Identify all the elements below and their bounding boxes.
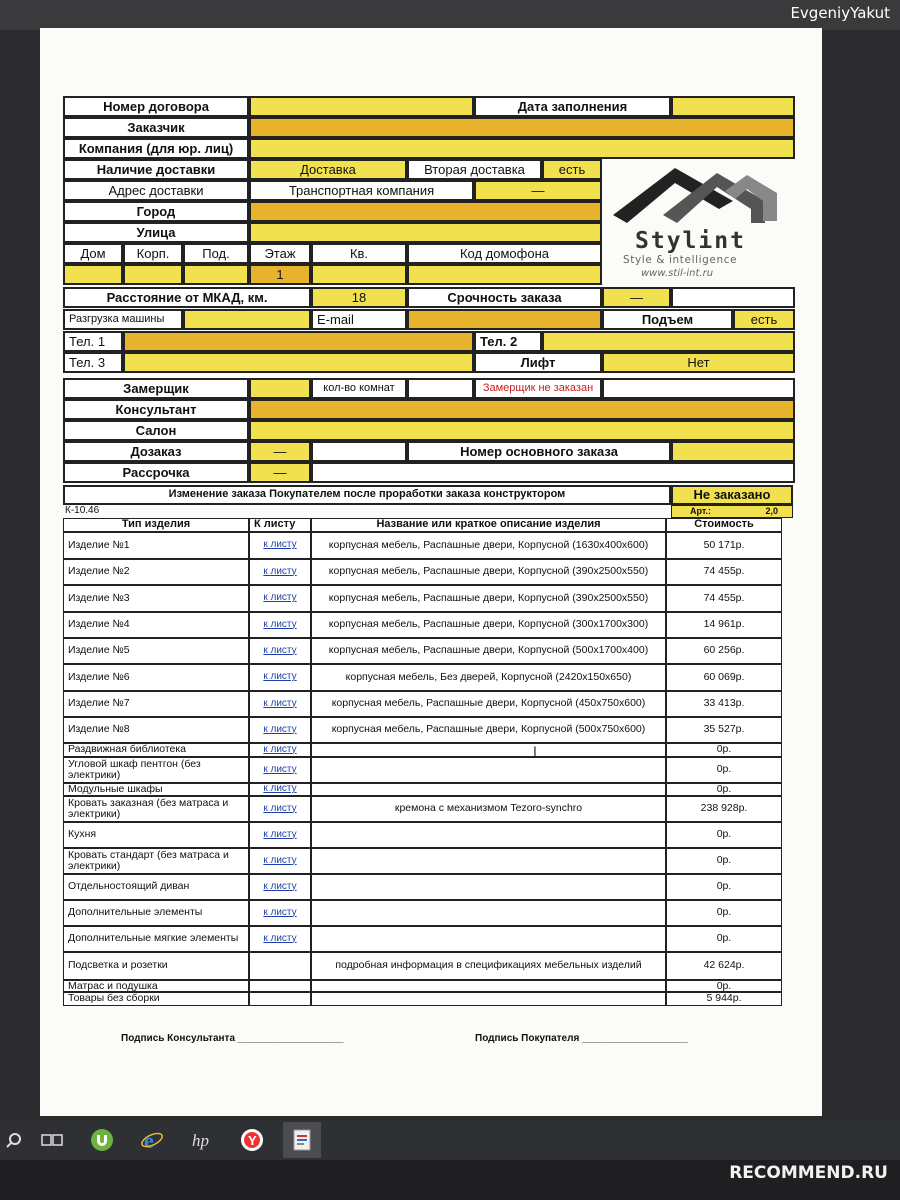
product-cost-cell: 0р.: [666, 926, 782, 952]
phone3-field[interactable]: [123, 352, 474, 373]
elevator-label: Лифт: [474, 352, 602, 373]
entrance-field[interactable]: [183, 264, 249, 285]
transport-company-label: Транспортная компания: [249, 180, 474, 201]
to-sheet-cell: [249, 980, 311, 992]
product-cost-cell: 5 944р.: [666, 992, 782, 1006]
phone1-field[interactable]: [123, 331, 474, 352]
product-description-cell: [311, 822, 666, 848]
product-type-cell: Дополнительные мягкие элементы: [63, 926, 249, 952]
fill-date-field[interactable]: [671, 96, 795, 117]
to-sheet-cell: [249, 822, 311, 848]
product-cost-cell: 0р.: [666, 822, 782, 848]
buyer-signature: Подпись Покупателя ___________________: [475, 1033, 688, 1044]
yandex-browser-icon[interactable]: [238, 1126, 266, 1154]
product-description-cell: [311, 874, 666, 900]
product-cost-cell: 0р.: [666, 980, 782, 992]
product-cost-cell: 238 928р.: [666, 796, 782, 822]
company-field[interactable]: [249, 138, 795, 159]
elevator-value[interactable]: Нет: [602, 352, 795, 373]
contract-number-field[interactable]: [249, 96, 474, 117]
phone3-label: Тел. 3: [63, 352, 123, 373]
product-description-cell: [311, 848, 666, 874]
contract-number-label: Номер договора: [63, 96, 249, 117]
product-cost-cell: 0р.: [666, 757, 782, 783]
change-order-label: Изменение заказа Покупателем после проработки заказа конструктором: [63, 485, 671, 505]
to-sheet-link[interactable]: к листу: [263, 618, 297, 630]
main-order-number-label: Номер основного заказа: [407, 441, 671, 462]
product-description-cell: корпусная мебель, Распашные двери, Корпусной (500x750x600): [311, 717, 666, 743]
to-sheet-cell: [249, 952, 311, 980]
email-field[interactable]: [407, 309, 602, 330]
product-type-cell: Дополнительные элементы: [63, 900, 249, 926]
product-type-cell: Модульные шкафы: [63, 783, 249, 796]
city-field[interactable]: [249, 201, 602, 222]
rooms-count-label: кол-во комнат: [311, 378, 407, 399]
watermark-username: EvgeniyYakut: [790, 4, 890, 22]
product-cost-cell: 35 527р.: [666, 717, 782, 743]
product-description-cell: корпусная мебель, Распашные двери, Корпусной (1630x400x600): [311, 532, 666, 559]
to-sheet-cell: [249, 585, 311, 612]
product-type-cell: Раздвижная библиотека: [63, 743, 249, 757]
task-view-icon[interactable]: [38, 1126, 66, 1154]
to-sheet-link[interactable]: к листу: [263, 723, 297, 735]
windows-taskbar: [0, 1120, 900, 1160]
extra-order-field[interactable]: —: [249, 441, 311, 462]
transport-company-value[interactable]: —: [474, 180, 602, 201]
customer-field[interactable]: [249, 117, 795, 138]
to-sheet-cell: [249, 532, 311, 559]
product-description-cell: [311, 980, 666, 992]
product-type-cell: Изделие №8: [63, 717, 249, 743]
product-cost-cell: 0р.: [666, 783, 782, 796]
product-description-cell: [311, 757, 666, 783]
measurer-extra-field[interactable]: [602, 378, 795, 399]
header-product-type: Тип изделия: [63, 518, 249, 532]
logo-name: Stylint: [635, 228, 746, 254]
to-sheet-cell: [249, 664, 311, 691]
product-cost-cell: 0р.: [666, 900, 782, 926]
to-sheet-cell: [249, 691, 311, 717]
product-description-cell: корпусная мебель, Распашные двери, Корпусной (300x1700x300): [311, 612, 666, 638]
art-value: 2,0: [765, 505, 778, 516]
salon-label: Салон: [63, 420, 249, 441]
monitor-top-bezel: [0, 0, 900, 30]
product-description-cell: корпусная мебель, Без дверей, Корпусной (2420x150x650): [311, 664, 666, 691]
to-sheet-cell: [249, 900, 311, 926]
product-type-cell: Изделие №2: [63, 559, 249, 585]
email-label: E-mail: [311, 309, 407, 330]
product-cost-cell: 50 171р.: [666, 532, 782, 559]
to-sheet-link[interactable]: к листу: [263, 932, 297, 944]
product-description-cell: корпусная мебель, Распашные двери, Корпусной (390x2500x550): [311, 559, 666, 585]
rooms-count-field[interactable]: [407, 378, 474, 399]
installment-label: Рассрочка: [63, 462, 249, 483]
product-type-cell: Угловой шкаф пентгон (без электрики): [63, 757, 249, 783]
to-sheet-cell: [249, 926, 311, 952]
product-description-cell: [311, 992, 666, 1006]
unloading-label: Разгрузка машины: [63, 309, 183, 330]
house-label: Дом: [63, 243, 123, 264]
product-type-cell: Изделие №3: [63, 585, 249, 612]
product-type-cell: Изделие №5: [63, 638, 249, 664]
product-description-cell: корпусная мебель, Распашные двери, Корпусной (500x1700x400): [311, 638, 666, 664]
product-cost-cell: 74 455р.: [666, 559, 782, 585]
distance-mkad-label: Расстояние от МКАД, км.: [63, 287, 311, 308]
to-sheet-cell: [249, 848, 311, 874]
product-description-cell: корпусная мебель, Распашные двери, Корпусной (450x750x600): [311, 691, 666, 717]
consultant-signature: Подпись Консультанта ___________________: [121, 1033, 344, 1044]
lifting-label: Подъем: [602, 309, 733, 330]
urgency-extra-field[interactable]: [671, 287, 795, 308]
to-sheet-link[interactable]: к листу: [263, 539, 297, 551]
header-to-sheet: К листу: [249, 518, 311, 532]
delivery-address-label: Адрес доставки: [63, 180, 249, 201]
to-sheet-cell: [249, 638, 311, 664]
to-sheet-link[interactable]: к листу: [263, 854, 297, 866]
product-cost-cell: 33 413р.: [666, 691, 782, 717]
hp-icon[interactable]: [188, 1126, 216, 1154]
to-sheet-link[interactable]: к листу: [263, 906, 297, 918]
product-cost-cell: 74 455р.: [666, 585, 782, 612]
to-sheet-link[interactable]: к листу: [263, 697, 297, 709]
to-sheet-cell: [249, 874, 311, 900]
product-cost-cell: 42 624р.: [666, 952, 782, 980]
delivery-availability-label: Наличие доставки: [63, 159, 249, 180]
search-icon[interactable]: [0, 1126, 28, 1154]
order-form-sheet: [40, 28, 822, 1116]
measurer-field[interactable]: [249, 378, 311, 399]
product-description-cell: кремона с механизмом Tezoro-synchro: [311, 796, 666, 822]
intercom-code-label: Код домофона: [407, 243, 602, 264]
product-cost-cell: 0р.: [666, 874, 782, 900]
salon-field[interactable]: [249, 420, 795, 441]
product-type-cell: Изделие №4: [63, 612, 249, 638]
main-order-number-field[interactable]: [671, 441, 795, 462]
floor-label: Этаж: [249, 243, 311, 264]
product-type-cell: Изделие №1: [63, 532, 249, 559]
building-field[interactable]: [123, 264, 183, 285]
logo-tagline: Style & intelligence: [623, 254, 738, 266]
product-description-cell: [311, 926, 666, 952]
to-sheet-cell: [249, 783, 311, 796]
product-type-cell: Изделие №7: [63, 691, 249, 717]
customer-label: Заказчик: [63, 117, 249, 138]
text-cursor-icon: I: [533, 743, 537, 759]
to-sheet-cell: [249, 796, 311, 822]
product-type-cell: Товары без сборки: [63, 992, 249, 1006]
svg-text:e: e: [144, 1128, 154, 1152]
product-cost-cell: 0р.: [666, 848, 782, 874]
to-sheet-link[interactable]: к листу: [263, 644, 297, 656]
to-sheet-link[interactable]: к листу: [263, 565, 297, 577]
art-field: [671, 505, 793, 518]
measurer-status: Замерщик не заказан: [474, 378, 602, 399]
lifting-value[interactable]: есть: [733, 309, 795, 330]
second-delivery-value[interactable]: есть: [542, 159, 602, 180]
apartment-field[interactable]: [311, 264, 407, 285]
phone2-label: Тел. 2: [474, 331, 542, 352]
building-label: Корп.: [123, 243, 183, 264]
to-sheet-cell: [249, 717, 311, 743]
to-sheet-link[interactable]: к листу: [263, 743, 297, 755]
logo-url: www.stil-int.ru: [641, 268, 714, 279]
consultant-field[interactable]: [249, 399, 795, 420]
second-delivery-label: Вторая доставка: [407, 159, 542, 180]
product-description-cell: подробная информация в спецификациях мебельных изделий: [311, 952, 666, 980]
city-label: Город: [63, 201, 249, 222]
urgency-field[interactable]: —: [602, 287, 671, 308]
product-type-cell: Кровать заказная (без матраса и электрики): [63, 796, 249, 822]
to-sheet-link[interactable]: к листу: [263, 828, 297, 840]
product-cost-cell: 60 069р.: [666, 664, 782, 691]
product-description-cell: [311, 900, 666, 926]
not-ordered-badge: Не заказано: [671, 485, 793, 505]
product-type-cell: Подсветка и розетки: [63, 952, 249, 980]
product-cost-cell: 0р.: [666, 743, 782, 757]
street-label: Улица: [63, 222, 249, 243]
to-sheet-link[interactable]: к листу: [263, 763, 297, 775]
delivery-value[interactable]: Доставка: [249, 159, 407, 180]
installment-extra-field[interactable]: [311, 462, 795, 483]
street-field[interactable]: [249, 222, 602, 243]
product-cost-cell: 60 256р.: [666, 638, 782, 664]
product-description-cell: [311, 743, 666, 757]
to-sheet-link[interactable]: к листу: [263, 880, 297, 892]
product-description-cell: [311, 783, 666, 796]
unloading-field[interactable]: [183, 309, 311, 330]
utorrent-icon[interactable]: [88, 1126, 116, 1154]
phone1-label: Тел. 1: [63, 331, 123, 352]
apartment-label: Кв.: [311, 243, 407, 264]
product-type-cell: Матрас и подушка: [63, 980, 249, 992]
phone2-field[interactable]: [542, 331, 795, 352]
measurer-label: Замерщик: [63, 378, 249, 399]
product-description-cell: корпусная мебель, Распашные двери, Корпусной (390x2500x550): [311, 585, 666, 612]
form-code: К-10.46: [65, 505, 100, 516]
internet-explorer-icon[interactable]: [138, 1126, 166, 1154]
to-sheet-cell: [249, 743, 311, 757]
installment-field[interactable]: —: [249, 462, 311, 483]
entrance-label: Под.: [183, 243, 249, 264]
intercom-code-field[interactable]: [407, 264, 602, 285]
to-sheet-cell: [249, 757, 311, 783]
extra-order-extra-field[interactable]: [311, 441, 407, 462]
to-sheet-link[interactable]: к листу: [263, 802, 297, 814]
svg-text:Y: Y: [248, 1133, 257, 1148]
fill-date-label: Дата заполнения: [474, 96, 671, 117]
product-cost-cell: 14 961р.: [666, 612, 782, 638]
product-type-cell: Кухня: [63, 822, 249, 848]
floor-field[interactable]: 1: [249, 264, 311, 285]
art-label: Арт.:: [690, 505, 711, 516]
extra-order-label: Дозаказ: [63, 441, 249, 462]
svg-text:hp: hp: [192, 1131, 209, 1150]
to-sheet-cell: [249, 992, 311, 1006]
watermark-site: RECOMMEND.RU: [729, 1163, 888, 1183]
document-app-icon[interactable]: [288, 1126, 316, 1154]
product-type-cell: Изделие №6: [63, 664, 249, 691]
product-type-cell: Отдельностоящий диван: [63, 874, 249, 900]
urgency-label: Срочность заказа: [407, 287, 602, 308]
house-field[interactable]: [63, 264, 123, 285]
distance-mkad-field[interactable]: 18: [311, 287, 407, 308]
consultant-label: Консультант: [63, 399, 249, 420]
to-sheet-cell: [249, 559, 311, 585]
to-sheet-link[interactable]: к листу: [263, 783, 297, 795]
header-cost: Стоимость: [666, 518, 782, 532]
to-sheet-link[interactable]: к листу: [263, 592, 297, 604]
to-sheet-cell: [249, 612, 311, 638]
product-type-cell: Кровать стандарт (без матраса и электрики): [63, 848, 249, 874]
company-label: Компания (для юр. лиц): [63, 138, 249, 159]
to-sheet-link[interactable]: к листу: [263, 671, 297, 683]
header-description: Название или краткое описание изделия: [311, 518, 666, 532]
